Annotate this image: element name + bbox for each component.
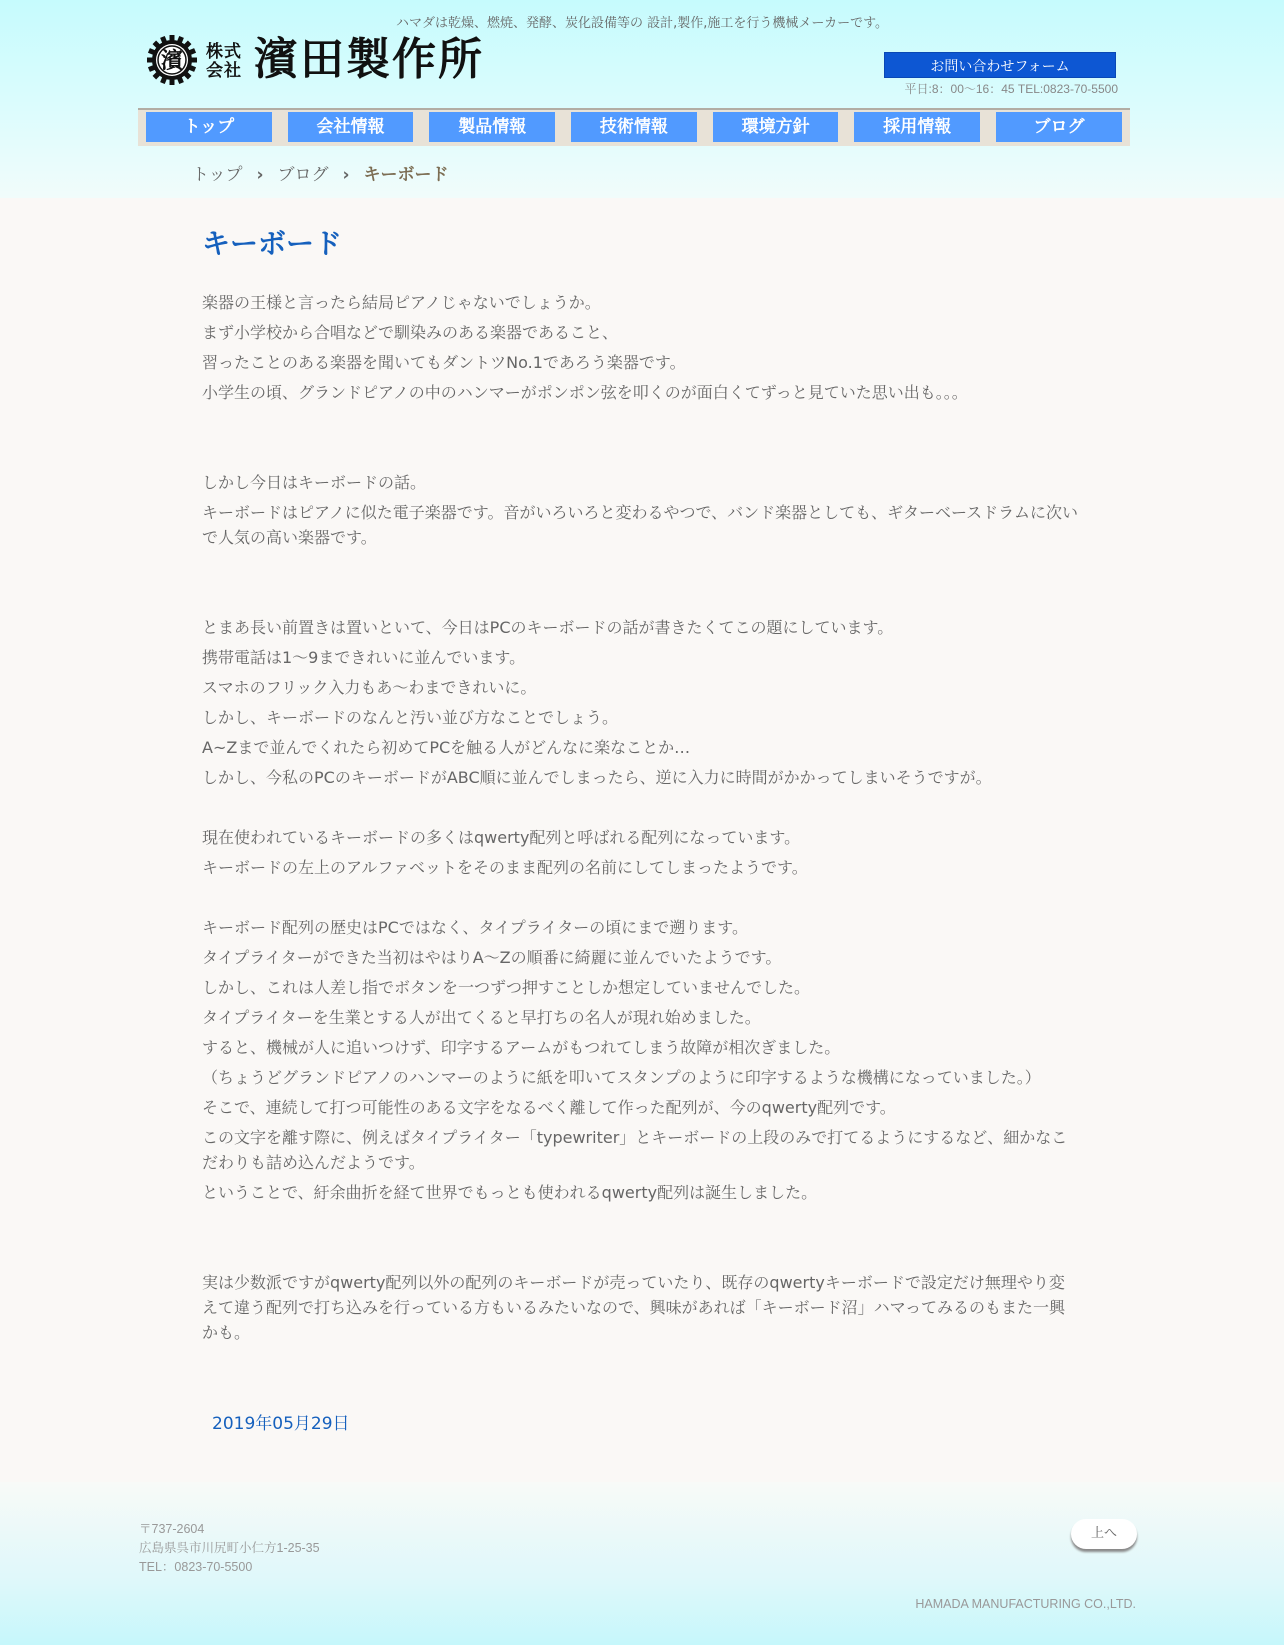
site-logo[interactable] — [146, 34, 506, 86]
article-paragraph: 実は少数派ですがqwerty配列以外の配列のキーボードが売っていたり、既存のqwertyキーボードで設定だけ無理やり変えて違う配列で打ち込みを行っている方もいるみたいなので、興味があれば「キーボード沼」ハマってみるのもまた一興かも。 — [202, 1273, 1066, 1342]
article-paragraph: A~Zまで並んでくれたら初めてPCを触る人がどんなに楽なことか… — [202, 738, 691, 757]
article-paragraph: ということで、紆余曲折を経て世界でもっとも使われるqwerty配列は誕生しました。 — [202, 1183, 818, 1202]
article-paragraph: 携帯電話は1～9まできれいに並んでいます。 — [202, 648, 526, 667]
article-paragraph: しかし、今私のPCのキーボードがABC順に並んでしまったら、逆に入力に時間がかかってしまいそうですが。 — [202, 768, 992, 787]
footer-street-address: 広島県呉市川尻町小仁方1-25-35 — [139, 1541, 320, 1555]
breadcrumb-separator: › — [342, 165, 350, 185]
article-paragraph: （ちょうどグランドピアノのハンマーのように紙を叩いてスタンプのように印字するような機構になっていました。） — [202, 1068, 1041, 1087]
article-blank-line — [202, 795, 1078, 820]
nav-item-products[interactable] — [421, 108, 563, 146]
breadcrumb-current: キーボード — [363, 165, 449, 185]
footer-address — [139, 1520, 320, 1577]
nav-item-top[interactable] — [138, 108, 280, 146]
article-date: 2019年05月29日 — [212, 1414, 350, 1434]
nav-item-blog[interactable] — [988, 108, 1130, 146]
article-title: キーボード — [202, 227, 343, 260]
contact-form-button[interactable]: お問い合わせフォーム — [884, 52, 1116, 78]
nav-label: トップ — [146, 112, 272, 142]
site-tagline: ハマダは乾燥、燃焼、発酵、炭化設備等の 設計,製作,施工を行う機械メーカーです。 — [395, 16, 889, 31]
logo-company-name: 濱田製作所 — [254, 35, 484, 84]
breadcrumb-separator: › — [256, 165, 264, 185]
nav-item-technology[interactable] — [563, 108, 705, 146]
breadcrumb-link-top[interactable]: トップ — [192, 165, 243, 185]
footer-phone: TEL：0823-70-5500 — [139, 1560, 253, 1574]
article-paragraph: 習ったことのある楽器を聞いてもダントツNo.1であろう楽器です。 — [202, 353, 686, 372]
article-blank-line — [202, 410, 1078, 435]
main-nav — [138, 108, 1130, 146]
article-blank-line — [202, 555, 1078, 580]
article-paragraph: タイプライターができた当初はやはりA～Zの順番に綺麗に並んでいたようです。 — [202, 948, 782, 967]
nav-item-environment[interactable] — [705, 108, 847, 146]
article-paragraph: タイプライターを生業とする人が出てくると早打ちの名人が現れ始めました。 — [202, 1008, 761, 1027]
article-paragraph: しかし、キーボードのなんと汚い並び方なことでしょう。 — [202, 708, 619, 727]
article-paragraph: すると、機械が人に追いつけず、印字するアームがもつれてしまう故障が相次ぎました。 — [202, 1038, 841, 1057]
article-paragraph: この文字を離す際に、例えばタイプライター「typewriter」とキーボードの上段のみで打てるようにするなど、細かなこだわりも詰め込んだようです。 — [202, 1128, 1068, 1172]
article-paragraph: スマホのフリック入力もあ～わまできれいに。 — [202, 678, 537, 697]
article-paragraph: 小学生の頃、グランドピアノの中のハンマーがポンポン弦を叩くのが面白くてずっと見ていた思い出も。。。 — [202, 383, 968, 402]
article-blank-line — [202, 1240, 1078, 1265]
copyright: HAMADA MANUFACTURING CO.,LTD. — [915, 1597, 1136, 1611]
nav-label: ブログ — [996, 112, 1122, 142]
nav-item-company[interactable] — [280, 108, 422, 146]
logo-company-type: 株式会社 — [206, 42, 242, 80]
emblem-glyph: 濱 — [160, 48, 184, 74]
nav-label: 製品情報 — [429, 112, 555, 142]
article-paragraph: キーボード配列の歴史はPCではなく、タイプライターの頃にまで遡ります。 — [202, 918, 748, 937]
nav-label: 環境方針 — [713, 112, 839, 142]
nav-label: 技術情報 — [571, 112, 697, 142]
breadcrumb — [192, 160, 449, 185]
article-paragraph: 楽器の王様と言ったら結局ピアノじゃないでしょうか。 — [202, 293, 601, 312]
company-emblem-icon — [146, 34, 198, 86]
back-to-top-button[interactable]: 上へ — [1071, 1519, 1137, 1549]
article-paragraph: しかし、これは人差し指でボタンを一つずつ押すことしか想定していませんでした。 — [202, 978, 811, 997]
article-blank-line — [202, 1210, 1078, 1235]
article-paragraph: とまあ長い前置きは置いといて、今日はPCのキーボードの話が書きたくてこの題にしています。 — [202, 618, 894, 637]
footer-postal-code: 〒737-2604 — [139, 1522, 205, 1536]
article-paragraph: 現在使われているキーボードの多くはqwerty配列と呼ばれる配列になっています。 — [202, 828, 801, 847]
article-paragraph: まず小学校から合唱などで馴染みのある楽器であること、 — [202, 323, 619, 342]
nav-item-recruit[interactable] — [846, 108, 988, 146]
article-body — [202, 290, 1078, 1350]
article-paragraph: しかし今日はキーボードの話。 — [202, 473, 427, 492]
nav-label: 会社情報 — [288, 112, 414, 142]
article-paragraph: キーボードの左上のアルファベットをそのまま配列の名前にしてしまったようです。 — [202, 858, 808, 877]
business-hours: 平日:8：00～16：45 TEL:0823-70-5500 — [904, 82, 1118, 96]
article-blank-line — [202, 585, 1078, 610]
article-paragraph: そこで、連続して打つ可能性のある文字をなるべく離して作った配列が、今のqwerty配列です。 — [202, 1098, 896, 1117]
article-blank-line — [202, 440, 1078, 465]
article-paragraph: キーボードはピアノに似た電子楽器です。音がいろいろと変わるやつで、バンド楽器としても、ギターベースドラムに次いで人気の高い楽器です。 — [202, 503, 1079, 547]
breadcrumb-link-blog[interactable]: ブログ — [277, 165, 329, 185]
article-blank-line — [202, 885, 1078, 910]
nav-label: 採用情報 — [854, 112, 980, 142]
